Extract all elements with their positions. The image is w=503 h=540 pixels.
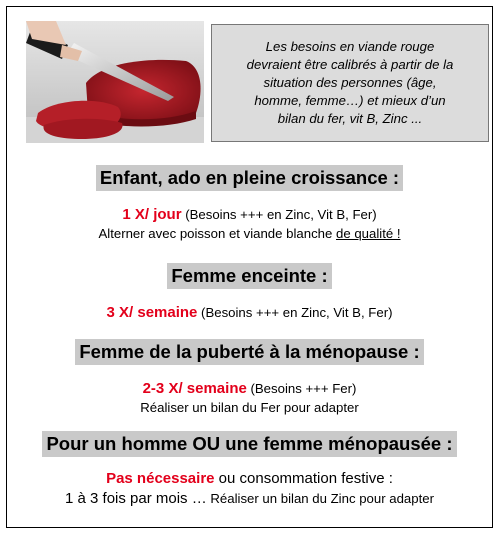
note-line: situation des personnes (âge, [263,75,437,90]
note-line: devraient être calibrés à partir de la [246,57,454,72]
section-heading: Enfant, ado en pleine croissance : [96,165,403,191]
needs-text: (Besoins +++ en Zinc, Vit B, Fer) [181,207,377,222]
raw-beef-illustration [26,21,204,143]
frequency-line [7,205,492,224]
section-heading: Pour un homme OU une femme ménopausée : [42,431,456,457]
frequency-line [7,469,492,488]
section-heading: Femme enceinte : [167,263,331,289]
section-puberty-menopause [7,339,492,417]
section-pregnant-woman [7,263,492,322]
note-line: bilan du fer, vit B, Zinc ... [277,111,423,126]
frequency-value: Pas nécessaire [106,470,215,487]
needs-text: ou consommation festive : [214,470,393,487]
extra-text: Alterner avec poisson et viande blanche [98,226,336,241]
section-man-or-postmenopausal [7,431,492,509]
extra-text: Réaliser un bilan du Zinc pour adapter [206,491,434,506]
advice-note [211,24,489,142]
needs-text: (Besoins +++ Fer) [246,381,357,396]
extra-strong-text: 1 à 3 fois par mois … [65,490,207,507]
frequency-line [7,379,492,398]
frequency-value: 2-3 X/ semaine [142,380,247,397]
info-card [6,6,493,528]
section-child-teen [7,165,492,243]
frequency-value: 1 X/ jour [122,206,182,223]
extra-line: Réaliser un bilan du Fer pour adapter [140,400,359,415]
frequency-value: 3 X/ semaine [106,304,198,321]
extra-underlined-text: de qualité ! [336,226,401,241]
section-heading: Femme de la puberté à la ménopause : [75,339,423,365]
needs-text: (Besoins +++ en Zinc, Vit B, Fer) [197,305,393,320]
meat-cutting-photo [26,21,204,143]
frequency-line [7,303,492,322]
note-line: Les besoins en viande rouge [265,39,435,54]
extra-line [7,224,492,243]
extra-line [7,488,492,509]
note-line: homme, femme…) et mieux d’un [254,93,446,108]
